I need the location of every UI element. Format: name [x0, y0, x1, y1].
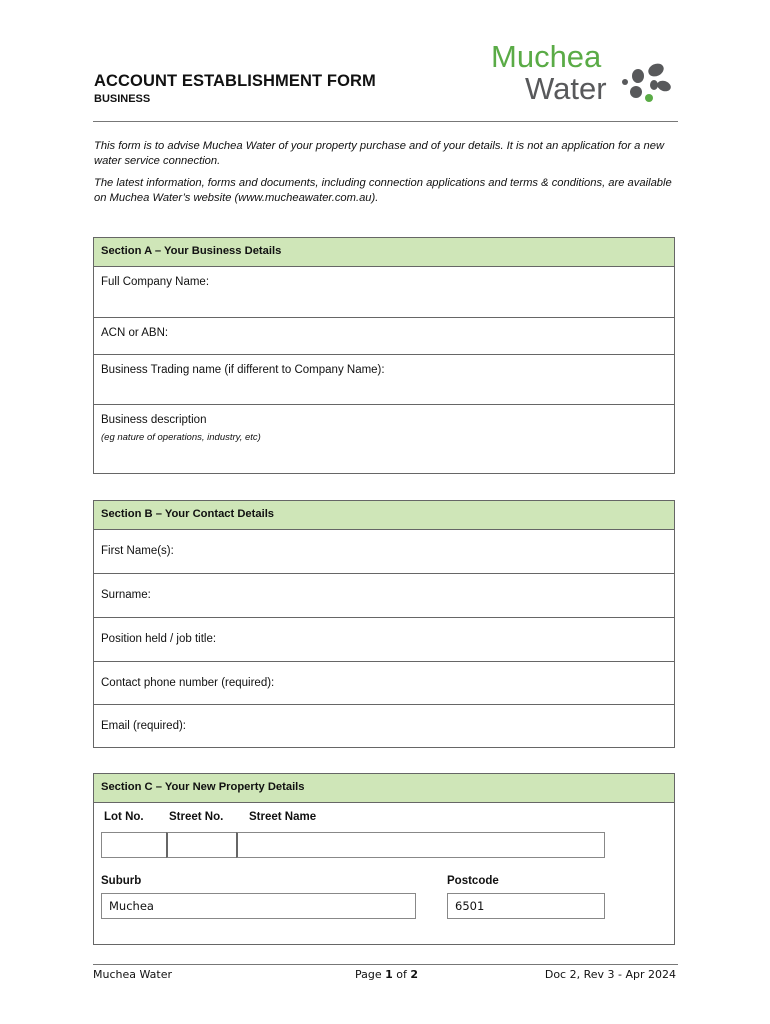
street-name-input[interactable]: [236, 832, 605, 858]
logo-text-muchea: Muchea: [491, 39, 602, 74]
form-title: ACCOUNT ESTABLISHMENT FORM: [94, 72, 376, 90]
logo-text-water: Water: [525, 71, 607, 104]
trading-name-label: Business Trading name (if different to Company Name):: [101, 364, 385, 376]
muchea-water-logo: [488, 36, 678, 104]
page-prefix: Page: [355, 968, 386, 981]
water-drops-icon: [622, 61, 672, 102]
trading-name-field[interactable]: [94, 355, 674, 405]
section-c-heading: Section C – Your New Property Details: [94, 774, 674, 803]
page-current: 1: [385, 968, 393, 981]
section-b-heading: Section B – Your Contact Details: [94, 501, 674, 530]
street-no-label: Street No.: [169, 811, 224, 823]
footer-divider: [93, 964, 678, 965]
footer-org-name: Muchea Water: [93, 968, 173, 981]
acn-abn-field[interactable]: [94, 318, 674, 355]
intro-paragraph-1: This form is to advise Muchea Water of your property purchase and of your details. It is not an application for a new water service connection.: [94, 140, 665, 167]
position-field[interactable]: [94, 618, 674, 662]
phone-label: Contact phone number (required):: [101, 677, 275, 689]
business-description-hint: (eg nature of operations, industry, etc): [101, 432, 261, 443]
form-subtitle: BUSINESS: [94, 93, 151, 105]
suburb-input[interactable]: Muchea: [101, 893, 416, 919]
company-name-label: Full Company Name:: [101, 276, 210, 288]
business-description-label: Business description: [101, 414, 207, 426]
business-description-field[interactable]: [94, 405, 674, 473]
section-b-contact-details: [93, 500, 675, 748]
lot-no-label: Lot No.: [104, 811, 144, 823]
surname-field[interactable]: [94, 574, 674, 618]
company-name-field[interactable]: [94, 267, 674, 318]
page-total: 2: [410, 968, 419, 981]
acn-abn-label: ACN or ABN:: [101, 327, 169, 339]
surname-label: Surname:: [101, 589, 151, 601]
intro-paragraph-2: The latest information, forms and documents, including connection applications and terms & conditions, are available on Muchea Water’s website (www.mucheawater.com.au).: [94, 177, 672, 204]
email-field[interactable]: [94, 705, 674, 747]
section-c-property-details: [93, 773, 675, 945]
document-revision: Doc 2, Rev 3 - Apr 2024: [544, 968, 676, 981]
first-name-field[interactable]: [94, 530, 674, 574]
phone-field[interactable]: [94, 662, 674, 705]
position-label: Position held / job title:: [101, 633, 217, 645]
lot-no-input[interactable]: [101, 832, 167, 858]
header-divider: [93, 121, 678, 122]
street-no-input[interactable]: [166, 832, 237, 858]
first-name-label: First Name(s):: [101, 545, 174, 557]
email-label: Email (required):: [101, 720, 186, 732]
postcode-label: Postcode: [447, 875, 499, 887]
section-a-business-details: [93, 237, 675, 474]
postcode-input[interactable]: 6501: [447, 893, 605, 919]
street-name-label: Street Name: [249, 811, 317, 823]
suburb-label: Suburb: [101, 875, 142, 887]
section-a-heading: Section A – Your Business Details: [94, 238, 674, 267]
page-of: of: [392, 968, 411, 981]
page-number: [355, 968, 418, 981]
